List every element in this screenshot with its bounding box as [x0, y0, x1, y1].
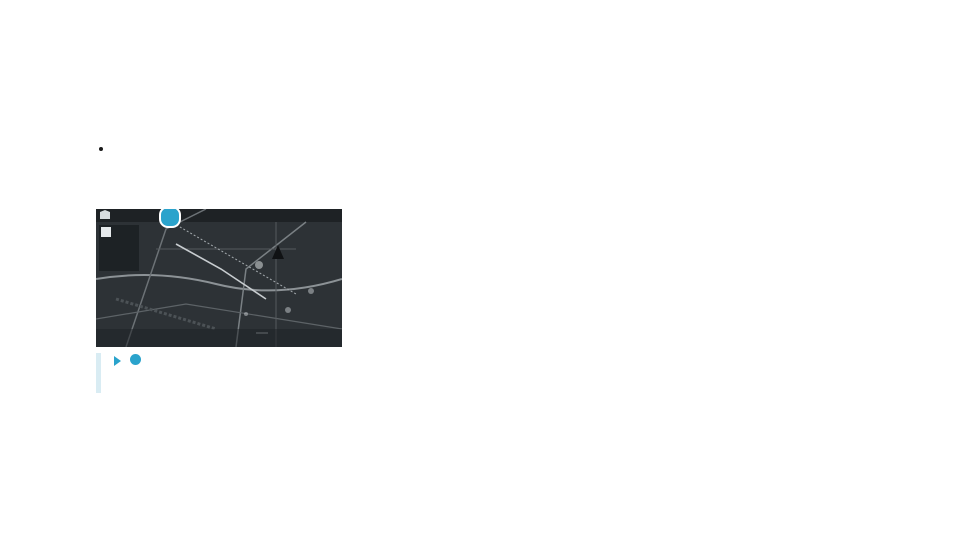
- checkered-flag-icon: [101, 227, 111, 237]
- step-arrow-icon: [114, 356, 121, 366]
- callout-number-icon: [130, 354, 141, 365]
- step-text: [130, 354, 141, 368]
- navigation-map-image: [96, 209, 342, 347]
- bullet: [99, 147, 103, 151]
- callout-marker: [159, 209, 181, 228]
- map-place-label: [256, 332, 268, 334]
- map-graphic: [96, 209, 342, 347]
- step-bar: [96, 353, 101, 393]
- page-header: [718, 74, 730, 87]
